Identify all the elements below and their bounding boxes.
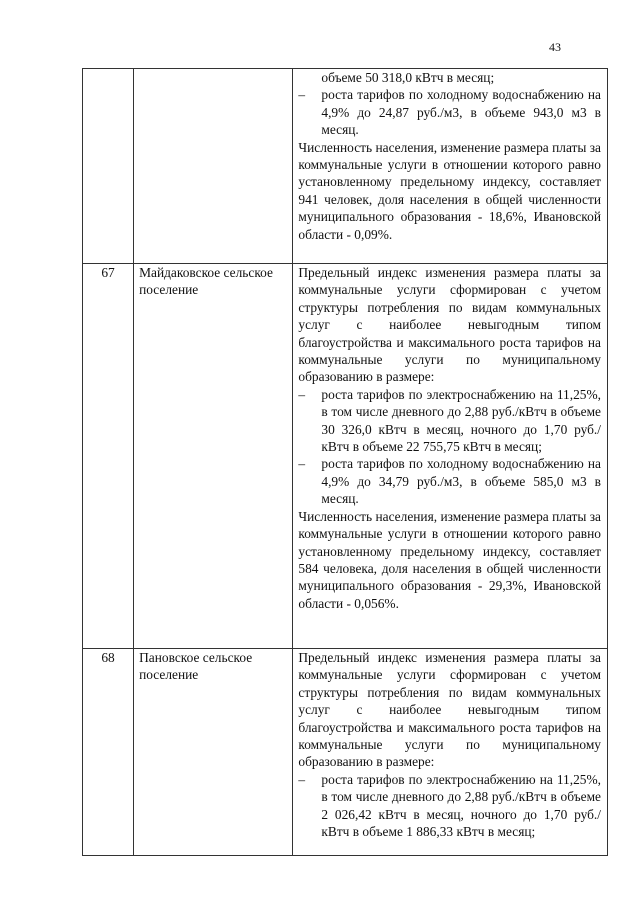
row-number <box>83 69 134 264</box>
table-row <box>83 649 608 856</box>
row-description <box>293 69 608 264</box>
list-dash: – <box>298 386 306 402</box>
municipality-name: Пановское сельское поселение <box>134 649 293 856</box>
list-item <box>298 386 601 456</box>
municipality-name: Майдаковское сельское поселение <box>134 264 293 649</box>
row-number: 68 <box>83 649 134 856</box>
list-dash: – <box>298 456 306 472</box>
list-item <box>298 86 601 138</box>
tariff-table <box>82 68 608 856</box>
intro-text: Предельный индекс изменения размера платы за коммунальные услуги сформирован с учетом структуры потребления по видам коммунальных услуг с наиболее невыгодным типом благоустройства и максимального роста тарифов на коммунальные услуги по муниципальному образованию в размере: <box>298 650 601 770</box>
page-number: 43 <box>549 40 561 54</box>
list-item-text: роста тарифов по холодному водоснабжению на 4,9% до 34,79 руб./м3, в объеме 585,0 м3 в месяц. <box>321 456 601 507</box>
row-description <box>293 264 608 649</box>
population-text: Численность населения, изменение размера платы за коммунальные услуги в отношении которого равно установленному предельному индексу, составляет 584 человека, доля населения в общей численности муниципального образования - 29,3%, Ивановской области - 0,056%. <box>298 508 601 611</box>
row-description <box>293 649 608 856</box>
intro-text: Предельный индекс изменения размера платы за коммунальные услуги сформирован с учетом структуры потребления по видам коммунальных услуг с наиболее невыгодным типом благоустройства и максимального роста тарифов на коммунальные услуги по муниципальному образованию в размере: <box>298 265 601 385</box>
list-item <box>298 455 601 507</box>
list-dash: – <box>298 771 306 787</box>
list-item-text: роста тарифов по электроснабжению на 11,25%, в том числе дневного до 2,88 руб./кВтч в объеме 30 326,0 кВтч в месяц, ночного до 1,70 руб./кВтч в объеме 22 755,75 кВтч в месяц; <box>321 386 601 455</box>
municipality-name <box>134 69 293 264</box>
row-number: 67 <box>83 264 134 649</box>
population-text: Численность населения, изменение размера платы за коммунальные услуги в отношении которого равно установленному предельному индексу, составляет 941 человек, доля населения в общей численности муниципального образования - 18,6%, Ивановской области - 0,09%. <box>298 139 601 242</box>
list-item-text: роста тарифов по электроснабжению на 11,25%, в том числе дневного до 2,88 руб./кВтч в объеме 2 026,42 кВтч в месяц, ночного до 1,70 руб./кВтч в объеме 1 886,33 кВтч в месяц; <box>321 771 601 840</box>
continuation-text: объеме 50 318,0 кВтч в месяц; <box>321 70 495 85</box>
table-row <box>83 264 608 649</box>
list-dash: – <box>298 87 306 103</box>
table-row <box>83 69 608 264</box>
list-item <box>298 771 601 841</box>
list-item-text: роста тарифов по холодному водоснабжению на 4,9% до 24,87 руб./м3, в объеме 943,0 м3 в месяц. <box>321 87 601 138</box>
